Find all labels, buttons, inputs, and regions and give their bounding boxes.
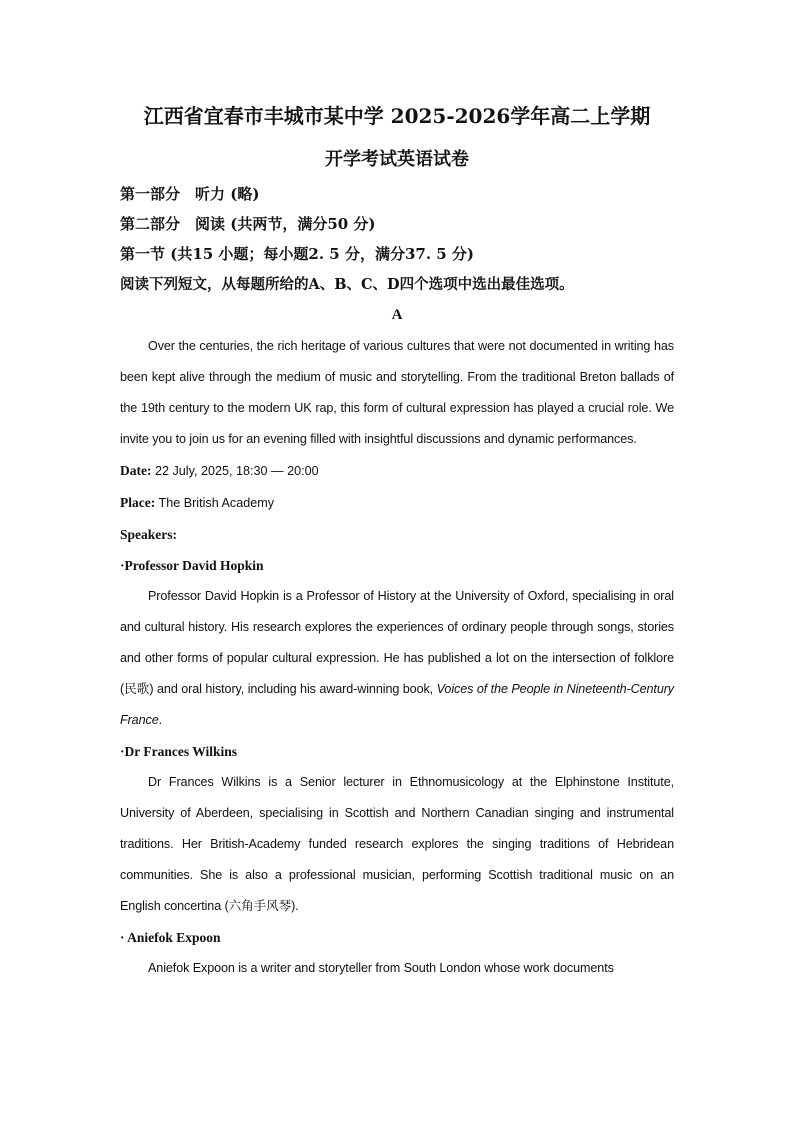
exam-title: 江西省宜春市丰城市某中学 2025-2026学年高二上学期 <box>143 104 651 128</box>
speaker-bio-end: . <box>158 713 163 727</box>
speaker-bio: Dr Frances Wilkins is a Senior lecturer in Ethnomusicology at the Elphinstone Institute, University of Aberdeen, specialising in Scottish and Northern Canadian singing and instrumental traditions. Her British-Academy funded research explores the singing traditions of Hebridean communities. She is also a professional musician, performing Scottish traditional music on an English concertina (六角手风琴). <box>120 775 674 913</box>
part-two-heading: 第二部分 阅读 (共两节，满分50 分) <box>120 215 376 233</box>
passage-intro: Over the centuries, the rich heritage of various cultures that were not documented in writing has been kept alive through the medium of music and storytelling. From the traditional Breton ballads of the 19th century to the modern UK rap, this form of cultural expression has played a crucial role. We invite you to join us for an evening filled with insightful discussions and dynamic performances. <box>120 339 674 446</box>
passage-letter: A <box>391 307 403 323</box>
speaker-bio-text: Professor David Hopkin is a Professor of History at the University of Oxford, specialising in oral and cultural history. His research explores the experiences of ordinary people through songs, stories and other forms of popular cultural expression. He has published a lot on the intersection of folklore (民歌) and oral history, including his award-winning book, <box>120 589 674 696</box>
date-value: 22 July, 2025, 18:30 — 20:00 <box>151 464 319 478</box>
exam-page <box>120 100 674 984</box>
section-one-heading: 第一节 (共15 小题；每小题2. 5 分，满分37. 5 分) <box>120 245 475 263</box>
place-label: Place: <box>120 495 156 510</box>
speaker-name: ·Professor David Hopkin <box>120 558 264 573</box>
place-value: The British Academy <box>155 496 274 510</box>
speaker-bio <box>120 581 674 736</box>
date-label: Date: <box>120 463 152 478</box>
speaker-bio: Aniefok Expoon is a writer and storyteller from South London whose work documents <box>148 961 614 975</box>
exam-subtitle: 开学考试英语试卷 <box>325 149 469 170</box>
speaker-name: · Aniefok Expoon <box>120 930 221 945</box>
reading-instruction: 阅读下列短文，从每题所给的A、B、C、D四个选项中选出最佳选项。 <box>120 276 574 293</box>
book-title: Voices of the People in Nineteenth-Century France <box>120 682 675 727</box>
speaker-name: ·Dr Frances Wilkins <box>120 744 238 759</box>
speakers-heading: Speakers: <box>120 527 177 542</box>
event-place <box>120 487 674 519</box>
part-one-heading: 第一部分 听力 (略) <box>120 185 260 203</box>
event-date <box>120 455 674 487</box>
